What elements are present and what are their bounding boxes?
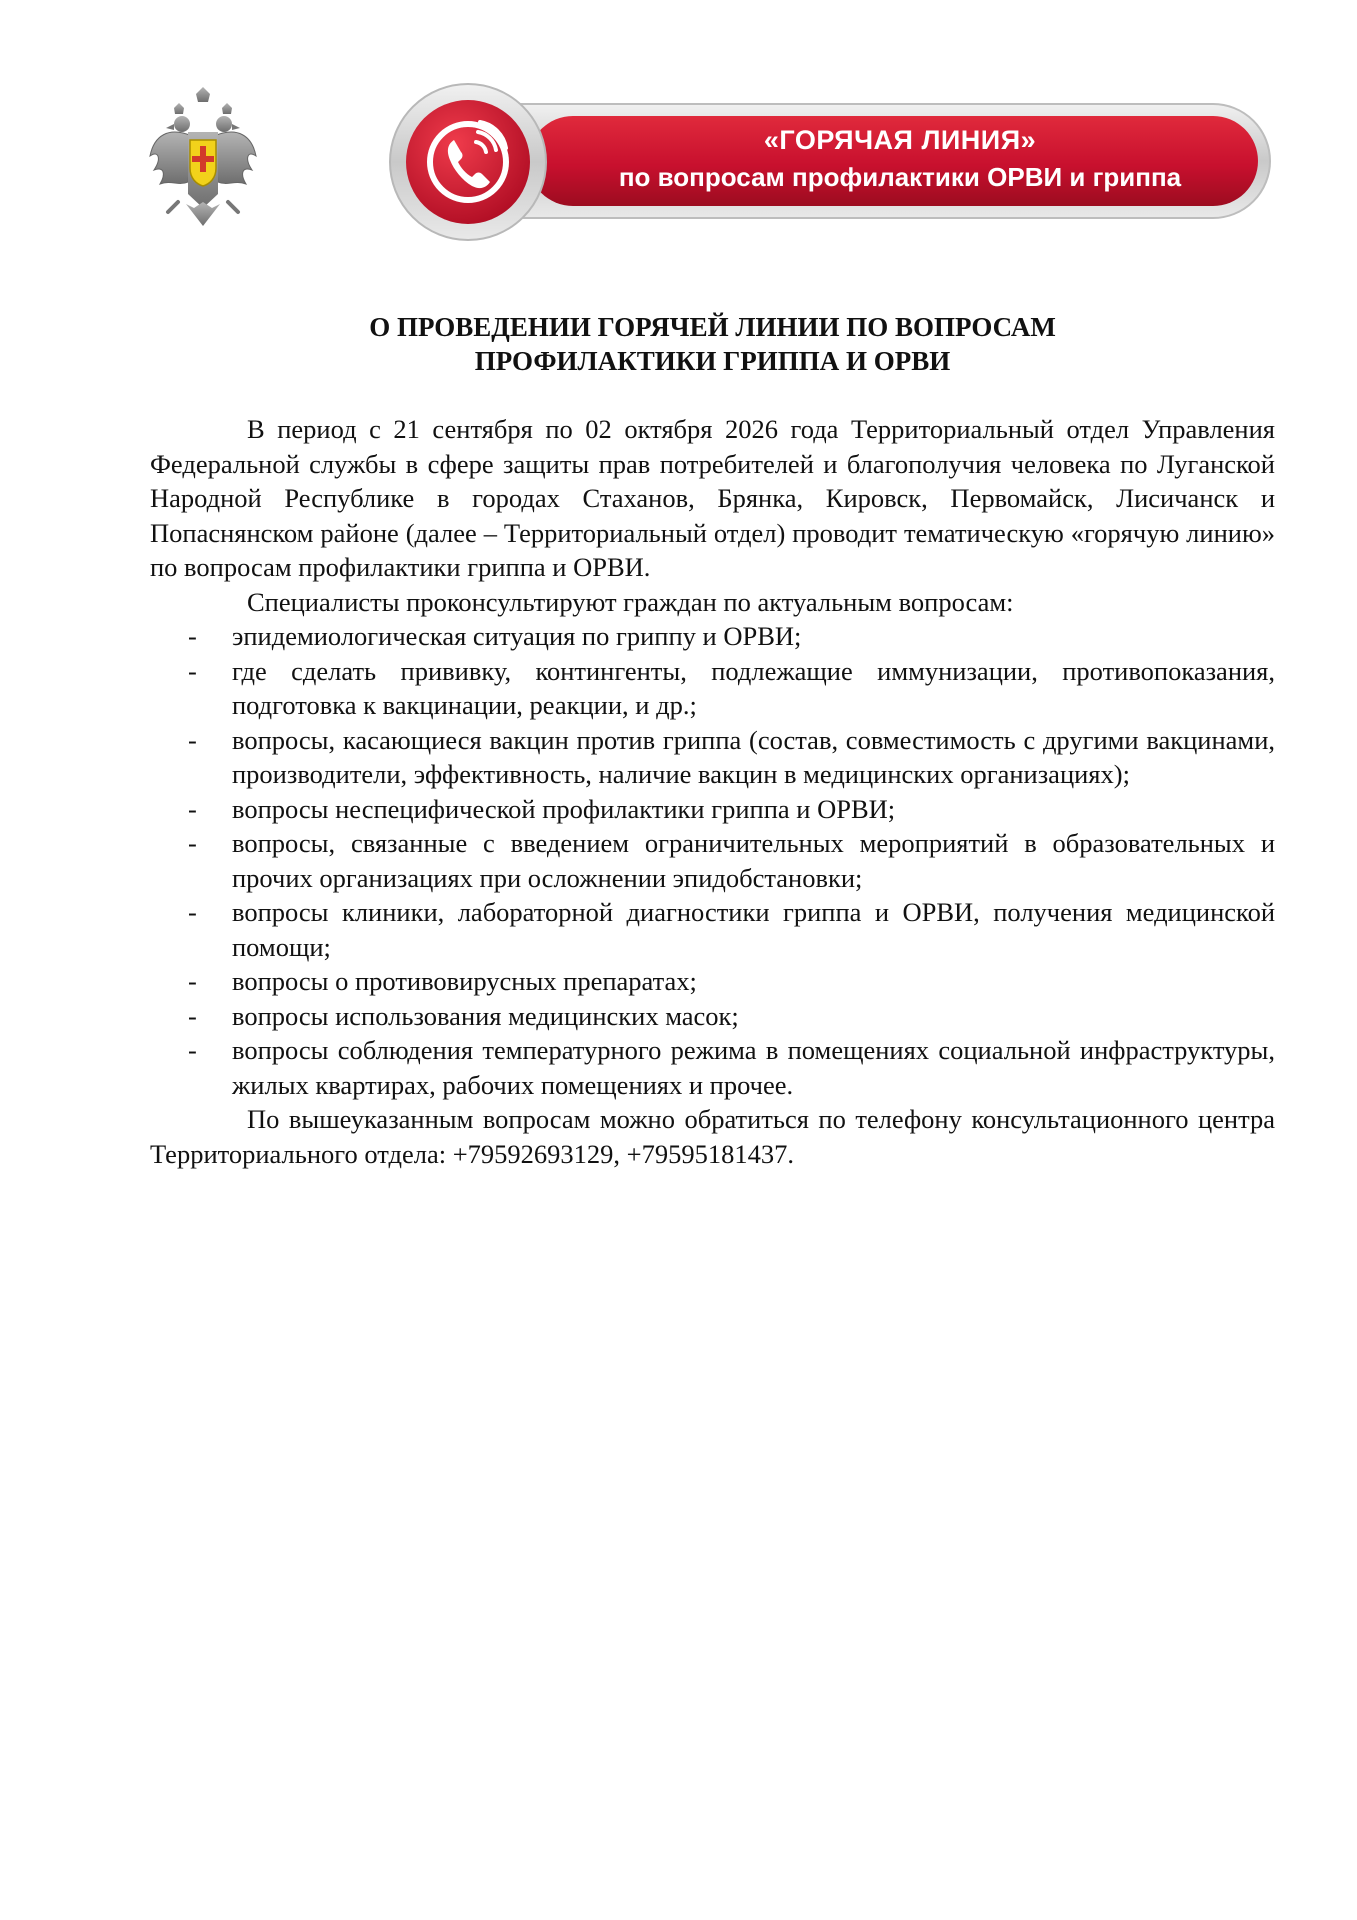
bullet-dash: - — [188, 621, 197, 651]
list-item — [150, 826, 1275, 895]
bullet-dash: - — [188, 793, 197, 824]
banner-title: «ГОРЯЧАЯ ЛИНИЯ» — [763, 125, 1037, 155]
bullet-dash: - — [188, 655, 197, 686]
bullet-dash: - — [188, 1000, 197, 1031]
list-item-text: вопросы использования медицинских масок; — [232, 1000, 739, 1031]
list-item-text: вопросы, связанные с введением ограничительных мероприятий в образовательных и прочих организациях при осложнении эпидобстановки; — [232, 828, 1275, 893]
list-item-text: вопросы соблюдения температурного режима в помещениях социальной инфраструктуры, жилых квартирах, рабочих помещениях и прочее. — [232, 1035, 1275, 1100]
intro-paragraph: В период с 21 сентября по 02 октября 2026 года Территориальный отдел Управления Федеральной службы в сфере защиты прав потребителей и благополучия человека по Луганской Народной Республике в городах Стаханов, Брянка, Кировск, Первомайск, Лисичанск и Попаснянском районе (далее – Территориальный отдел) проводит тематическую «горячую линию» по вопросам профилактики гриппа и ОРВИ. — [150, 414, 1275, 582]
bullet-dash: - — [188, 966, 197, 996]
title-line-2: ПРОФИЛАКТИКИ ГРИППА И ОРВИ — [474, 346, 951, 376]
list-item-text: вопросы неспецифической профилактики гриппа и ОРВИ; — [232, 793, 896, 824]
list-item-text: вопросы клиники, лабораторной диагностики гриппа и ОРВИ, получения медицинской помощи; — [232, 897, 1275, 962]
list-item-text: где сделать прививку, контингенты, подлежащие иммунизации, противопоказания, подготовка к вакцинации, реакции, и др.; — [232, 655, 1275, 720]
list-item-text: вопросы, касающиеся вакцин против гриппа (состав, совместимость с другими вакцинами, производители, эффективность, наличие вакцин в медицинских организациях); — [232, 724, 1275, 789]
banner-text — [560, 124, 1240, 194]
list-item-text: вопросы о противовирусных препаратах; — [232, 966, 697, 996]
bullet-dash: - — [188, 724, 197, 755]
list-item — [150, 1033, 1275, 1102]
list-item — [150, 723, 1275, 792]
double-headed-eagle-emblem-icon — [148, 86, 258, 241]
list-item — [150, 964, 1275, 999]
banner-subtitle: по вопросам профилактики ОРВИ и гриппа — [618, 162, 1182, 192]
list-item — [150, 654, 1275, 723]
list-item — [150, 792, 1275, 827]
title-line-1: О ПРОВЕДЕНИИ ГОРЯЧЕЙ ЛИНИИ ПО ВОПРОСАМ — [369, 312, 1056, 342]
list-item — [150, 999, 1275, 1034]
list-item-text: эпидемиологическая ситуация по гриппу и ОРВИ; — [232, 621, 802, 651]
closing-paragraph: По вышеуказанным вопросам можно обратиться по телефону консультационного центра Территориального отдела: +79592693129, +79595181437. — [150, 1104, 1275, 1169]
lead-paragraph: Специалисты проконсультируют граждан по актуальным вопросам: — [247, 586, 1014, 617]
document-body — [150, 412, 1275, 1171]
document-title — [150, 310, 1275, 378]
bullet-dash: - — [188, 828, 197, 858]
topics-list — [150, 619, 1275, 1102]
list-item — [150, 619, 1275, 654]
bullet-dash: - — [188, 897, 197, 927]
bullet-dash: - — [188, 1035, 197, 1065]
list-item — [150, 895, 1275, 964]
